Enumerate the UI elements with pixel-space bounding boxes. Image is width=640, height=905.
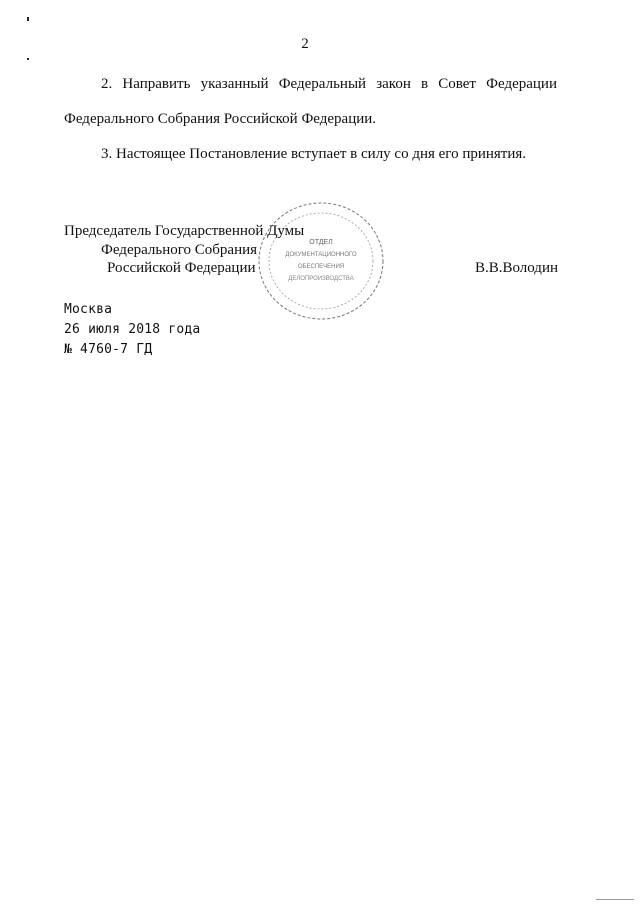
stamp-text-line-1: ОТДЕЛ xyxy=(309,239,333,246)
stamp-text-line-2: ДОКУМЕНТАЦИОННОГО xyxy=(285,252,357,258)
stamp-text-line-4: ДЕЛОПРОИЗВОДСТВА xyxy=(288,276,354,282)
scan-mark xyxy=(27,17,29,21)
paragraph-2-line-1 xyxy=(64,75,557,93)
signatory-title-line-3: Российской Федерации xyxy=(107,260,256,276)
paragraph-2-number: 2. xyxy=(101,76,113,92)
paragraph-2-text: Направить указанный Федеральный закон в Совет Федерации xyxy=(122,76,557,92)
paragraph-3 xyxy=(101,145,526,163)
registration-number: № 4760-7 ГД xyxy=(64,342,153,357)
signing-date: 26 июля 2018 года xyxy=(64,322,201,337)
scan-mark xyxy=(27,58,29,60)
stamp-text-line-3: ОБЕСПЕЧЕНИЯ xyxy=(297,264,345,270)
place-of-signing: Москва xyxy=(64,302,113,317)
paragraph-2-line-2: Федерального Собрания Российской Федерации. xyxy=(64,111,377,127)
signatory-title-line-2: Федерального Собрания xyxy=(101,242,258,258)
scan-edge-line xyxy=(596,899,634,900)
paragraph-3-text: Настоящее Постановление вступает в силу со дня его принятия. xyxy=(116,146,527,162)
signer-name: В.В.Володин xyxy=(474,260,558,276)
official-stamp xyxy=(252,198,390,324)
signatory-title-line-1: Председатель Государственной Думы xyxy=(64,223,305,239)
page-number: 2 xyxy=(301,36,309,52)
paragraph-3-number: 3. xyxy=(101,146,113,162)
